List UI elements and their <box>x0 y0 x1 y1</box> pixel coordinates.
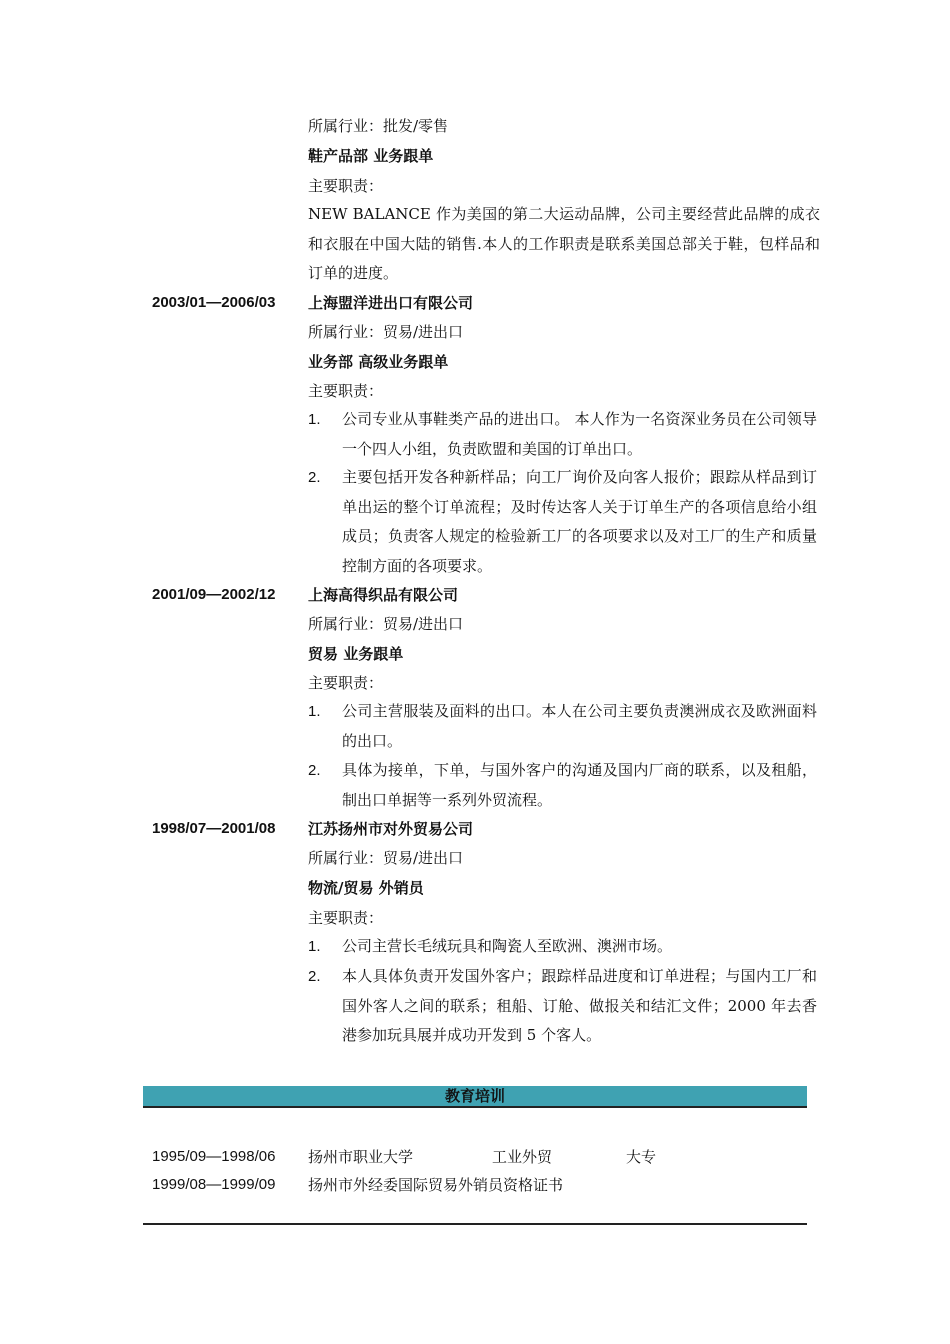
education-degree: 大专 <box>626 1148 657 1166</box>
duties-label: 主要职责： <box>308 177 384 195</box>
education-dates: 1999/08—1999/09 <box>152 1176 276 1193</box>
job-title: 贸易 业务跟单 <box>308 645 404 663</box>
list-item: 公司专业从事鞋类产品的进出口。 本人作为一名资深业务员在公司领导一个四人小组，负责欧盟和美国的订单出口。 <box>342 410 817 458</box>
job-dates: 2001/09—2002/12 <box>152 586 276 603</box>
section-divider <box>143 1223 807 1225</box>
industry-line: 所属行业：贸易/进出口 <box>308 323 464 341</box>
list-number: 1. <box>308 411 321 428</box>
job-title: 物流/贸易 外销员 <box>308 879 424 897</box>
list-number: 2. <box>308 762 321 779</box>
duties-label: 主要职责： <box>308 382 384 400</box>
section-header-education: 教育培训 <box>143 1086 807 1108</box>
education-school: 扬州市职业大学 <box>308 1148 414 1166</box>
duties-label: 主要职责： <box>308 909 384 927</box>
list-number: 1. <box>308 703 321 720</box>
education-school: 扬州市外经委国际贸易外销员资格证书 <box>308 1176 564 1194</box>
list-number: 1. <box>308 938 321 955</box>
industry-line: 所属行业：贸易/进出口 <box>308 615 464 633</box>
industry-line: 所属行业：批发/零售 <box>308 117 449 135</box>
duties-label: 主要职责： <box>308 674 384 692</box>
company-name: 上海盟洋进出口有限公司 <box>308 294 474 312</box>
list-number: 2. <box>308 968 321 985</box>
list-number: 2. <box>308 469 321 486</box>
company-name: 江苏扬州市对外贸易公司 <box>308 820 474 838</box>
company-name: 上海高得织品有限公司 <box>308 586 459 604</box>
list-item: 主要包括开发各种新样品；向工厂询价及向客人报价；跟踪从样品到订单出运的整个订单流程；及时传达客人关于订单生产的各项信息给小组成员；负责客人规定的检验新工厂的各项要求以及对工厂的生产和质量控制方面的各项要求。 <box>342 468 817 575</box>
education-dates: 1995/09—1998/06 <box>152 1148 276 1165</box>
job-dates: 1998/07—2001/08 <box>152 820 276 837</box>
list-item: 公司主营服装及面料的出口。本人在公司主要负责澳洲成衣及欧洲面料的出口。 <box>342 702 817 750</box>
list-item: 具体为接单，下单，与国外客户的沟通及国内厂商的联系，以及租船，制出口单据等一系列外贸流程。 <box>342 761 817 809</box>
job-description: NEW BALANCE 作为美国的第二大运动品牌，公司主要经营此品牌的成衣和衣服在中国大陆的销售.本人的工作职责是联系美国总部关于鞋，包样品和订单的进度。 <box>308 205 820 282</box>
list-item: 本人具体负责开发国外客户；跟踪样品进度和订单进程；与国内工厂和国外客人之间的联系；租船、订舱、做报关和结汇文件；2000 年去香港参加玩具展并成功开发到 5 个客人。 <box>342 967 817 1044</box>
industry-line: 所属行业：贸易/进出口 <box>308 849 464 867</box>
education-major: 工业外贸 <box>492 1148 553 1166</box>
job-title: 业务部 高级业务跟单 <box>308 353 449 371</box>
job-title: 鞋产品部 业务跟单 <box>308 147 434 165</box>
job-dates: 2003/01—2006/03 <box>152 294 276 311</box>
list-item: 公司主营长毛绒玩具和陶瓷人至欧洲、澳洲市场。 <box>342 937 673 955</box>
